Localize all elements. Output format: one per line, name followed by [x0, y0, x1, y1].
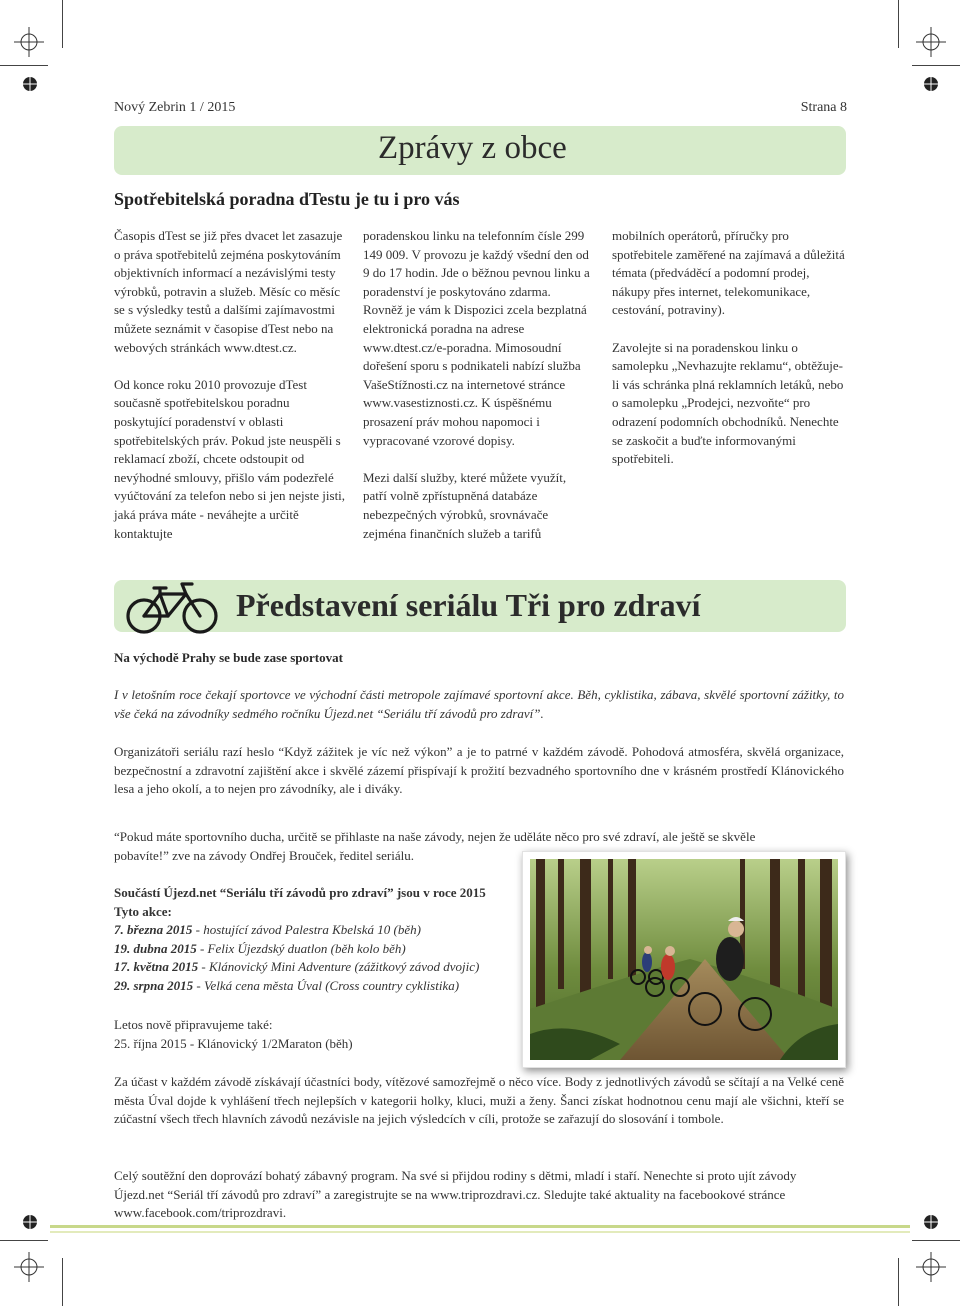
event-item [114, 921, 524, 940]
event-date: 29. srpna 2015 [114, 977, 194, 993]
footer-rule [50, 1231, 910, 1233]
article-heading: Spotřebitelská poradna dTestu je tu i pro vás [114, 189, 460, 209]
registration-dot-icon [15, 1207, 45, 1237]
registration-mark-icon [916, 27, 946, 57]
publication-title: Nový Zebrin 1 / 2015 [114, 100, 236, 115]
registration-mark-icon [916, 1252, 946, 1282]
article-subheading: Na východě Prahy se bude zase sportovat [114, 650, 343, 665]
paragraph: Za účast v každém závodě získávají účastníci body, vítězové samozřejmě o něco více. Body z jednotlivých závodů se sčítají a na Velké ceně města Úval dojde k vyhlášení třech nejlepších v kategorii holky, kluci, muži a ženy. Šanci získat hodnotnou cenu mají ale všichni, kteří se zúčastní všech třech hlavních závodů nezávisle na jejich výsledcích v cíli, protože se zařazují do slosování i tombole. [114, 1074, 844, 1127]
event-desc: - Klánovický Mini Adventure (zážitkový závod dvojic) [198, 959, 480, 975]
forest-race-image [530, 859, 838, 1060]
section-title: Zprávy z obce [378, 130, 567, 166]
paragraph: Od konce roku 2010 provozuje dTest současně spotřebitelskou poradnu poskytující poradenství v oblasti spotřebitelských práv. Pokud jste neuspěli s reklamací zboží, chcete odstoupit od nevýhodné smlouvy, přišlo vám podezřelé vyúčtování za telefon nebo si jen nejste jisti, jaká práva máte - neváhejte a určitě kontaktujte [114, 376, 346, 541]
new-event-item: 25. října 2015 - Klánovický 1/2Maraton (běh) [114, 1035, 353, 1051]
crop-mark [912, 65, 960, 66]
event-date: 17. května 2015 [114, 959, 199, 975]
bicycle-icon [124, 576, 220, 636]
event-desc: - hostující závod Palestra Kbelská 10 (běh) [192, 922, 421, 938]
crop-mark [0, 65, 48, 66]
event-date: 7. března 2015 [114, 922, 193, 938]
registration-mark-icon [14, 1252, 44, 1282]
footer-rule [50, 1225, 910, 1228]
paragraph: poradenskou linku na telefonním čísle 299 149 009. V provozu je každý všední den od 9 do 17 hodin. Jde o běžnou pevnou linku a poradenství je poskytováno zdarma. Rovněž je vám k Dispozici zcela bezplatná elektronická poradna na adrese www.dtest.cz/e-poradna. Mimosoudní dořešení sporu s podnikateli nabízí služba VašeStížnosti.cz na internetové stránce www.vasestiznosti.cz. K úspěšnému prosazení práv mohou napomoci i vypracované vzorové dopisy. [363, 228, 590, 448]
registration-dot-icon [916, 1207, 946, 1237]
event-item [114, 940, 524, 959]
cyclists-photo [522, 851, 846, 1068]
crop-mark [62, 0, 63, 48]
crop-mark [898, 1258, 899, 1306]
registration-dot-icon [916, 69, 946, 99]
paragraph: Časopis dTest se již přes dvacet let zasazuje o práva spotřebitelů zejména poskytováním objektivních informací a nezávislými testy výrobků, potravin a služeb. Měsíc co měsíc se s výsledky testů a dalšími zajímavostmi můžete seznámit v časopise dTest nebo na webových stránkách www.dtest.cz. [114, 228, 343, 355]
registration-dot-icon [15, 69, 45, 99]
crop-mark [62, 1258, 63, 1306]
registration-mark-icon [14, 27, 44, 57]
intro-paragraph: I v letošním roce čekají sportovce ve východní části metropole zajímavé sportovní akce. Běh, cyklistika, zábava, skvělé sportovní zážitky, to vše čeká na závodníky sedmého ročníku Újezd.net “Seriálu tří závodů pro zdraví”. [114, 687, 844, 721]
article-column-2 [363, 227, 591, 562]
page-number: Strana 8 [800, 100, 847, 115]
paragraph: Celý soutěžní den doprovází bohatý zábavný program. Na své si přijdou rodiny s dětmi, mladí i staří. Nenechte si proto ujít závody Újezd.net “Seriál tří závodů pro zdraví” a zaregistrujte se na www.triprozdravi.cz. Sledujte také aktuality na facebookové stránce www.facebook.com/triprozdravi. [114, 1168, 797, 1221]
events-block [114, 884, 524, 996]
paragraph: Mezi další služby, které můžete využít, patří volně zpřístupněná databáze nebezpečných výrobků, srovnávače zejména finančních služeb a tarifů [363, 469, 567, 541]
event-desc: - Velká cena města Úval (Cross country cyklistika) [193, 977, 460, 993]
events-title: Součástí Újezd.net “Seriálu tří závodů pro zdraví” jsou v roce 2015 [114, 885, 486, 900]
paragraph: Organizátoři seriálu razí heslo “Když zážitek je víc než výkon” a je to patrné v každém závodě. Pohodová atmosféra, skvělá organizace, bezpečnostní a zdravotní zajištění akce i skvělé zázemí přispívají k prožití bezvadného sportovního dne v krásném prostředí Klánovického lesa a jeho okolí, a to nejen pro závodníky, ale i diváky. [114, 744, 844, 797]
section-title: Představení seriálu Tři pro zdraví [236, 587, 701, 623]
event-date: 19. dubna 2015 [114, 940, 197, 956]
crop-mark [0, 1240, 48, 1241]
quote-paragraph: “Pokud máte sportovního ducha, určitě se přihlaste na naše závody, nejen že uděláte něco pro své zdraví, ale ještě se skvěle pobavíte!” zve na závody Ondřej Brouček, ředitel seriálu. [114, 829, 756, 863]
new-events-block [114, 1016, 514, 1053]
events-subtitle: Tyto akce: [114, 903, 172, 919]
event-item [114, 958, 524, 977]
event-desc: - Felix Újezdský duatlon (běh kolo běh) [196, 940, 406, 956]
crop-mark [898, 0, 899, 48]
article-column-1 [114, 227, 346, 562]
new-events-title: Letos nově připravujeme také: [114, 1017, 273, 1032]
paragraph: Zavolejte si na poradenskou linku o samolepku „Nevhazujte reklamu“, obtěžuje-li vás schránka plná reklamních letáků, nebo o samolepku „Prodejci, nezvoňte“ pro odrazení podomních obchodníků. Nenechte se zaskočit a buďte informovanými spotřebiteli. [612, 339, 844, 467]
event-item [114, 977, 524, 996]
paragraph: mobilních operátorů, příručky pro spotřebitele zaměřené na zajímavá a důležitá témata (předváděcí a podomní prodej, nákupy přes internet, telekomunikace, cestování, potraviny). [612, 228, 845, 318]
article-column-3 [612, 227, 848, 487]
crop-mark [912, 1240, 960, 1241]
